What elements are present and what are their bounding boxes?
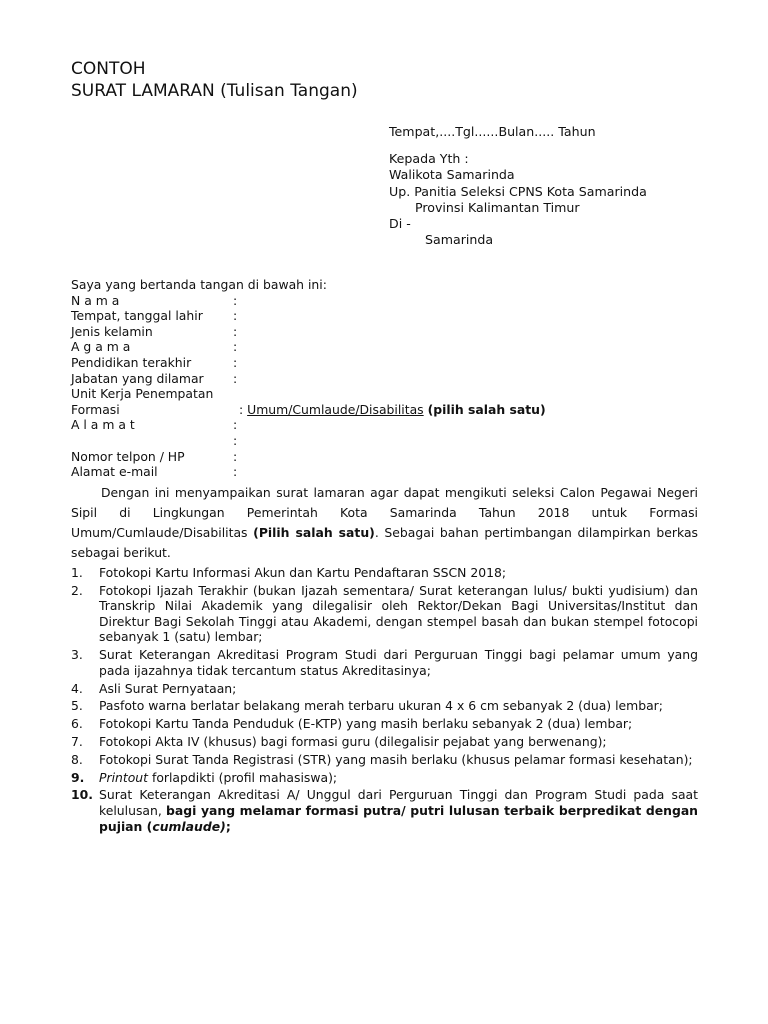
list-item xyxy=(71,787,698,834)
field-colon: : xyxy=(233,292,238,308)
formasi-value: Umum/Cumlaude/Disabilitas xyxy=(247,401,424,417)
list-number: 9. xyxy=(71,769,85,785)
list-item xyxy=(71,698,698,714)
paragraph-text: Dengan ini menyampaikan surat lamaran agar dapat mengikuti seleksi Calon Pegawai Negeri Sipil di Lingkungan Pemerintah Kota Samarinda Tahun 2018 untuk Formasi Umum/Cumlaude/Disabilitas xyxy=(71,484,698,540)
field-colon: : xyxy=(233,308,238,324)
field-alamat-cont xyxy=(71,433,698,449)
body-paragraph xyxy=(71,483,698,563)
city-line: Samarinda xyxy=(425,232,494,248)
field-email xyxy=(71,464,698,480)
list-text: Fotokopi Ijazah Terakhir (bukan Ijazah sementara/ Surat keterangan lulus/ bukti yudisium) dan Transkrip Nilai Akademik yang dilegalisir oleh Rektor/Dekan Bagi Universitas/Institut dan Direktur Bagi Sekolah Tinggi atau Akademi, dengan stempel basah dan bukan stempel fotocopi sebanyak 1 (satu) lembar; xyxy=(99,582,698,645)
item10-cumlaude: cumlaude) xyxy=(152,818,226,834)
field-colon: : xyxy=(233,370,238,386)
list-item xyxy=(71,752,698,768)
field-label: Pendidikan terakhir xyxy=(71,354,192,370)
field-pendidikan xyxy=(71,355,698,371)
province-line: Provinsi Kalimantan Timur xyxy=(415,199,580,215)
field-colon: : xyxy=(233,464,238,480)
field-label: Unit Kerja Penempatan xyxy=(71,386,214,402)
field-label: Jabatan yang dilamar xyxy=(71,370,204,386)
formasi-note: (pilih salah satu) xyxy=(427,401,546,417)
list-number: 4. xyxy=(71,680,83,696)
field-label: Nomor telpon / HP xyxy=(71,448,185,464)
heading-title: SURAT LAMARAN (Tulisan Tangan) xyxy=(71,81,358,101)
list-number: 3. xyxy=(71,647,83,663)
kepada-line: Kepada Yth : xyxy=(389,151,469,167)
list-number: 8. xyxy=(71,751,83,767)
field-agama xyxy=(71,339,698,355)
item10-end: ; xyxy=(225,818,231,834)
letter-body xyxy=(71,277,698,834)
field-label xyxy=(71,433,233,449)
field-alamat xyxy=(71,417,698,433)
list-text xyxy=(99,787,698,834)
list-number: 10. xyxy=(71,787,93,803)
list-item xyxy=(71,565,698,581)
list-item xyxy=(71,716,698,732)
list-text: Fotokopi Kartu Informasi Akun dan Kartu Pendaftaran SSCN 2018; xyxy=(99,564,507,580)
list-item xyxy=(71,647,698,678)
list-number: 1. xyxy=(71,564,83,580)
list-item xyxy=(71,583,698,645)
field-jabatan xyxy=(71,371,698,387)
list-item xyxy=(71,681,698,697)
field-label: N a m a xyxy=(71,292,120,308)
identity-intro: Saya yang bertanda tangan di bawah ini: xyxy=(71,277,327,292)
recipient-line: Walikota Samarinda xyxy=(389,167,515,183)
list-text: Fotokopi Surat Tanda Registrasi (STR) yang masih berlaku (khusus pelamar formasi kesehatan); xyxy=(99,751,693,767)
list-text: Asli Surat Pernyataan; xyxy=(99,680,237,696)
field-label: Alamat e-mail xyxy=(71,464,158,480)
date-line: Tempat,....Tgl......Bulan..... Tahun xyxy=(389,124,596,139)
field-ttl xyxy=(71,308,698,324)
field-jenis-kelamin xyxy=(71,324,698,340)
attachment-list xyxy=(71,565,698,834)
printout-text: Printout xyxy=(99,769,149,785)
field-formasi xyxy=(71,402,698,418)
di-line: Di - xyxy=(389,216,411,232)
field-label: Tempat, tanggal lahir xyxy=(71,308,203,324)
field-telpon xyxy=(71,449,698,465)
up-line: Up. Panitia Seleksi CPNS Kota Samarinda xyxy=(389,183,647,199)
item10-text: Surat Keterangan Akreditasi A/ Unggul dari Perguruan Tinggi dan Program Studi pada saat kelulusan, xyxy=(99,787,698,818)
item10-bold: bagi yang melamar formasi putra/ putri lulusan terbaik berpredikat dengan pujian ( xyxy=(99,802,699,834)
list-item xyxy=(71,770,698,786)
paragraph-bold: (Pilih salah satu) xyxy=(253,524,375,540)
list-number: 7. xyxy=(71,733,83,749)
field-nama xyxy=(71,293,698,309)
list-text: Surat Keterangan Akreditasi Program Studi dari Perguruan Tinggi bagi pelamar umum yang pada ijazahnya tidak tercantum status Akreditasinya; xyxy=(99,647,698,678)
item9-text: forlapdikti (profil mahasiswa); xyxy=(148,769,338,785)
field-label: Jenis kelamin xyxy=(71,323,153,339)
list-text: Pasfoto warna berlatar belakang merah terbaru ukuran 4 x 6 cm sebanyak 2 (dua) lembar; xyxy=(99,698,663,714)
list-text xyxy=(99,770,698,786)
field-colon: : xyxy=(233,448,238,464)
field-colon: : xyxy=(233,339,238,355)
field-label: A g a m a xyxy=(71,339,131,355)
field-colon: : xyxy=(233,417,238,433)
field-colon: : xyxy=(233,432,238,448)
list-item xyxy=(71,734,698,750)
list-number: 5. xyxy=(71,698,83,714)
address-block xyxy=(389,124,647,248)
field-label: Formasi xyxy=(71,401,120,417)
list-text: Fotokopi Kartu Tanda Penduduk (E-KTP) yang masih berlaku sebanyak 2 (dua) lembar; xyxy=(99,716,633,732)
field-unit-kerja xyxy=(71,386,698,402)
field-colon: : xyxy=(239,401,244,417)
heading-contoh: CONTOH xyxy=(71,59,146,79)
field-colon: : xyxy=(233,323,238,339)
list-number: 6. xyxy=(71,716,83,732)
field-colon: : xyxy=(233,354,238,370)
field-label: A l a m a t xyxy=(71,417,135,433)
paragraph-text-end: . Sebagai bahan pertimbangan dilampirkan berkas sebagai berikut. xyxy=(71,524,698,560)
list-text: Fotokopi Akta IV (khusus) bagi formasi guru (dilegalisir pejabat yang berwenang); xyxy=(99,733,607,749)
list-number: 2. xyxy=(71,582,83,598)
